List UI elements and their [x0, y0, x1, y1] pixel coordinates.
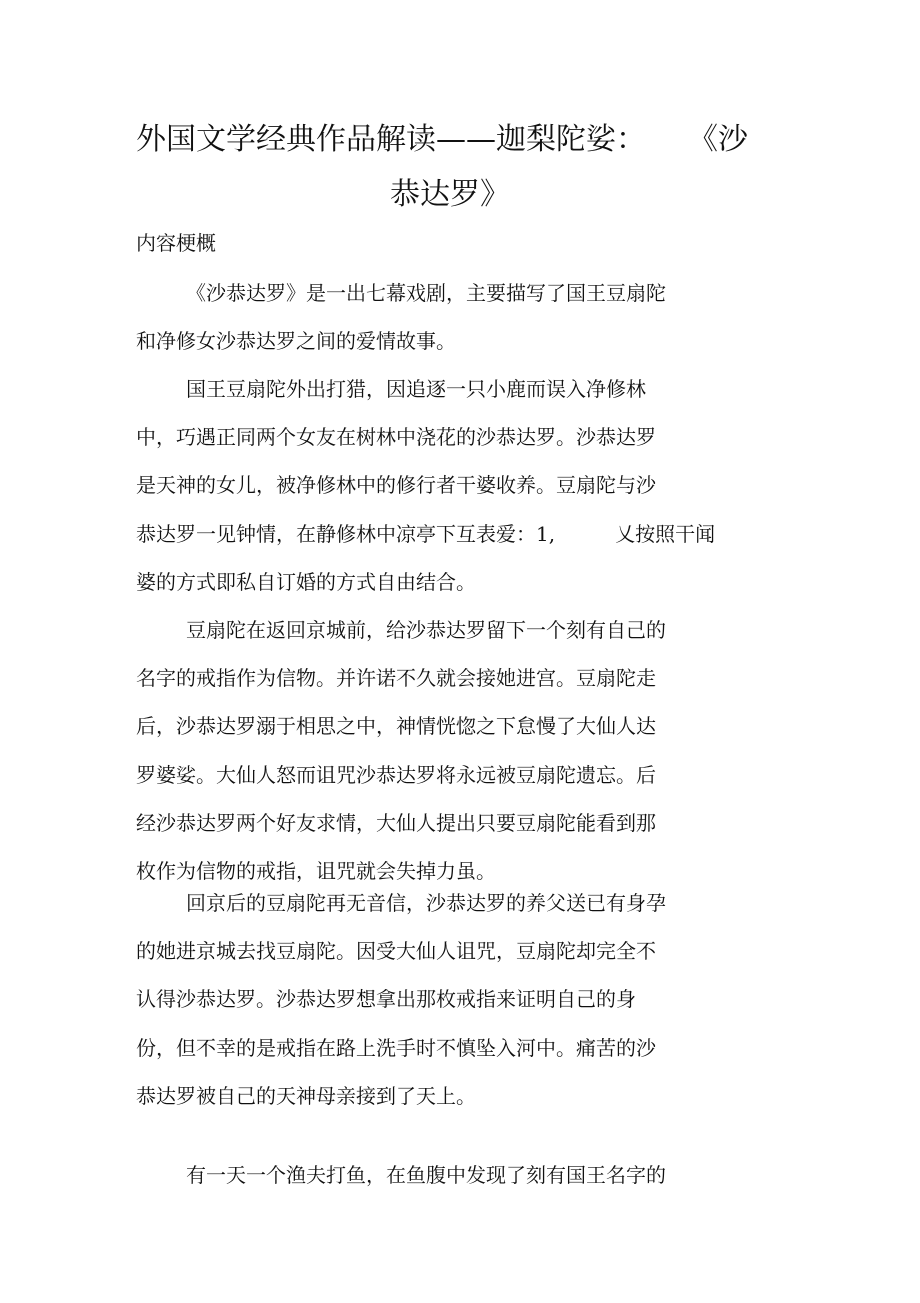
paragraph-line: 认得沙恭达罗。沙恭达罗想拿出那枚戒指来证明自己的身	[136, 987, 636, 1011]
paragraph-line: 名字的戒指作为信物。并许诺不久就会接她进宫。豆扇陀走	[136, 666, 656, 690]
paragraph-line: 后，沙恭达罗溺于相思之中，神情恍惚之下怠慢了大仙人达	[136, 714, 656, 738]
paragraph-line: 恭达罗一见钟情，在静修林中凉亭下互表爱：1, 乂按照干闻	[136, 522, 716, 546]
paragraph-line: 婆的方式即私自订婚的方式自由结合。	[136, 570, 476, 594]
paragraph-line: 经沙恭达罗两个好友求情，大仙人提出只要豆扇陀能看到那	[136, 811, 656, 835]
paragraph-line: 份，但不幸的是戒指在路上洗手时不慎坠入河中。痛苦的沙	[136, 1036, 656, 1060]
document-title-line1: 外国文学经典作品解读——迦梨陀娑：	[136, 122, 646, 157]
paragraph-line: 罗婆娑。大仙人怒而诅咒沙恭达罗将永远被豆扇陀遗忘。后	[136, 763, 656, 787]
paragraph-line: 中，巧遇正同两个女友在树林中浇花的沙恭达罗。沙恭达罗	[136, 425, 656, 449]
paragraph-line: 枚作为信物的戒指，诅咒就会失掉力虽。	[136, 859, 496, 883]
paragraph-line: 回京后的豆扇陀再无音信，沙恭达罗的养父送已有身孕	[186, 891, 666, 915]
paragraph-line: 是天神的女儿，被净修林中的修行者干婆收养。豆扇陀与沙	[136, 473, 656, 497]
paragraph-line: 有一天一个渔夫打鱼，在鱼腹中发现了刻有国王名字的	[186, 1163, 666, 1187]
document-title-line2: 恭达罗》	[390, 177, 510, 212]
paragraph-line: 恭达罗被自己的天神母亲接到了天上。	[136, 1084, 476, 1108]
document-title-line1-end: 《沙	[688, 122, 748, 157]
paragraph-line: 《沙恭达罗》是一出七幕戏剧，主要描写了国王豆扇陀	[186, 281, 666, 305]
section-heading: 内容梗概	[136, 231, 216, 255]
paragraph-line: 国王豆扇陀外出打猎，因追逐一只小鹿而误入净修林	[186, 377, 646, 401]
paragraph-line: 和净修女沙恭达罗之间的爱情故事。	[136, 329, 456, 353]
paragraph-line: 的她进京城去找豆扇陀。因受大仙人诅咒，豆扇陀却完全不	[136, 939, 656, 963]
paragraph-line: 豆扇陀在返回京城前，给沙恭达罗留下一个刻有自己的	[186, 618, 666, 642]
